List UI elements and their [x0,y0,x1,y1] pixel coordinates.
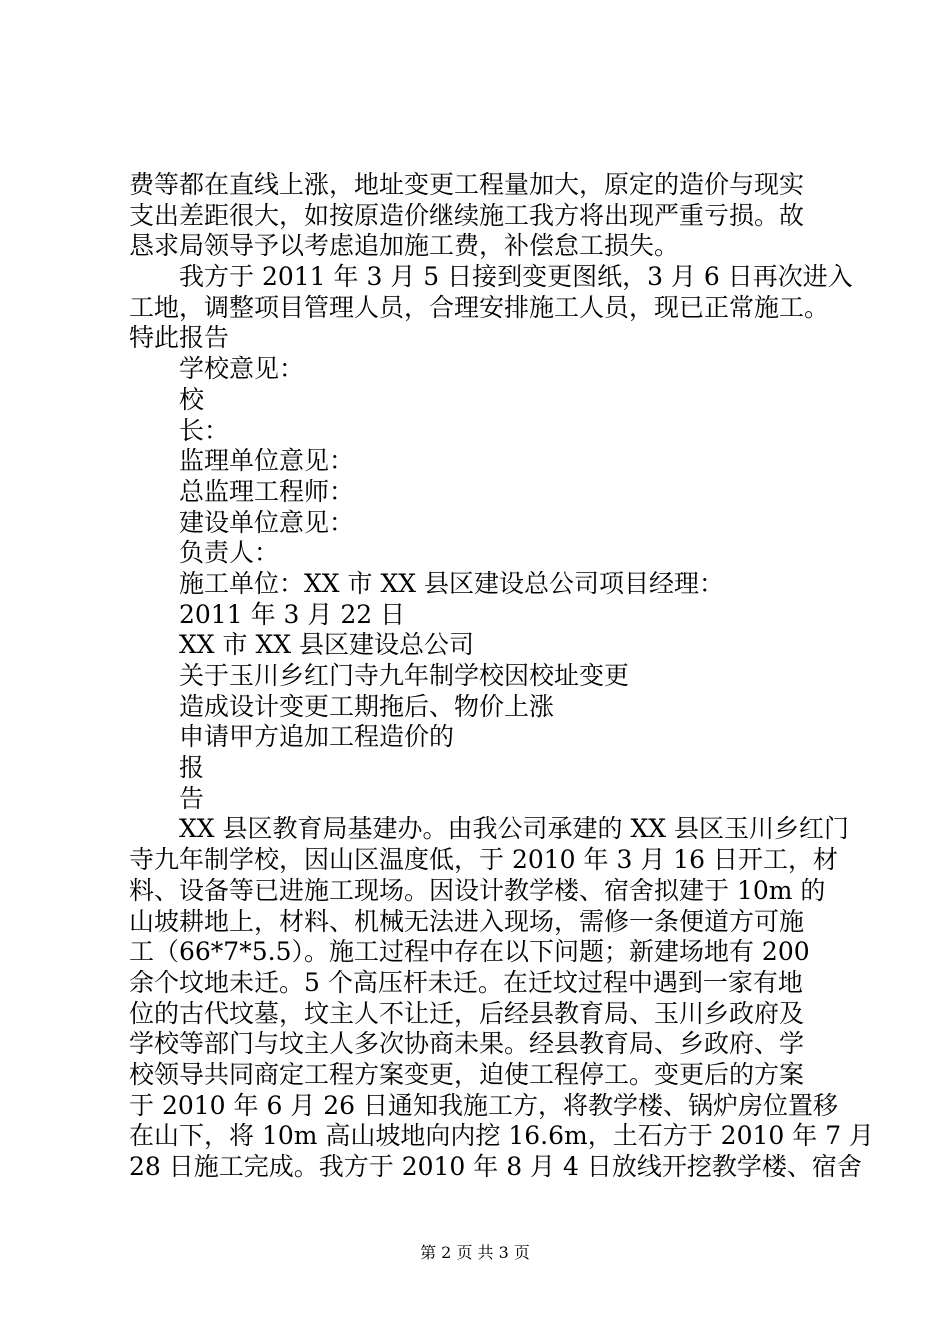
text-line: 在山下，将 10m 高山坡地向内挖 16.6m，土石方于 2010 年 7 月 [129,1121,875,1151]
text-line: 2011 年 3 月 22 日 [179,599,406,629]
text-line: 费等都在直线上涨，地址变更工程量加大，原定的造价与现实 [129,170,805,199]
text-line: 寺九年制学校，因山区温度低，于 2010 年 3 月 16 日开工，材 [129,845,839,875]
text-line: 校领导共同商定工程方案变更，迫使工程停工。变更后的方案 [129,1059,805,1089]
document-body [129,170,875,1183]
text-line: 告 [179,783,205,813]
text-line: 支出差距很大，如按原造价继续施工我方将出现严重亏损。故 [129,200,805,230]
page-footer [0,1240,950,1263]
text-line: 长： [179,415,230,445]
text-line: 负责人： [179,538,280,568]
text-line: 位的古代坟墓，坟主人不让迁，后经县教育局、玉川乡政府及 [129,998,805,1028]
text-line: 料、设备等已进施工现场。因设计教学楼、宿舍拟建于 10m 的 [129,875,826,905]
text-line: 关于玉川乡红门寺九年制学校因校址变更 [179,661,630,690]
text-line: 学校意见： [179,354,305,384]
text-line: 工（66*7*5.5）。施工过程中存在以下问题；新建场地有 200 [129,937,810,967]
text-line: 造成设计变更工期拖后、物价上涨 [179,691,555,721]
text-line: 山坡耕地上，材料、机械无法进入现场，需修一条便道方可施 [129,906,805,936]
text-line: 工地，调整项目管理人员，合理安排施工人员，现已正常施工。 [129,292,830,322]
text-line: 申请甲方追加工程造价的 [179,722,455,752]
text-line: 学校等部门与坟主人多次协商未果。经县教育局、乡政府、学 [129,1029,805,1059]
text-line: 于 2010 年 6 月 26 日通知我施工方，将教学楼、锅炉房位置移 [129,1090,839,1120]
text-line: 余个坟地未迁。5 个高压杆未迁。在迁坟过程中遇到一家有地 [129,967,803,997]
text-line: 我方于 2011 年 3 月 5 日接到变更图纸，3 月 6 日再次进入 [179,262,853,292]
text-line: 校 [179,384,205,414]
text-line: 恳求局领导予以考虑追加施工费，补偿怠工损失。 [129,231,680,261]
page-number-label: 第 2 页 共 3 页 [420,1243,530,1262]
text-line: 报 [179,753,205,783]
text-line: 28 日施工完成。我方于 2010 年 8 月 4 日放线开挖教学楼、宿舍 [129,1152,862,1181]
text-line: 施工单位：XX 市 XX 县区建设总公司项目经理： [179,568,725,598]
text-line: XX 县区教育局基建办。由我公司承建的 XX 县区玉川乡红门 [179,814,850,844]
text-line: 特此报告 [129,323,230,353]
text-line: 建设单位意见： [179,507,355,537]
text-line: 监理单位意见： [179,446,355,476]
text-line: XX 市 XX 县区建设总公司 [179,630,475,660]
text-line: 总监理工程师： [179,476,355,506]
